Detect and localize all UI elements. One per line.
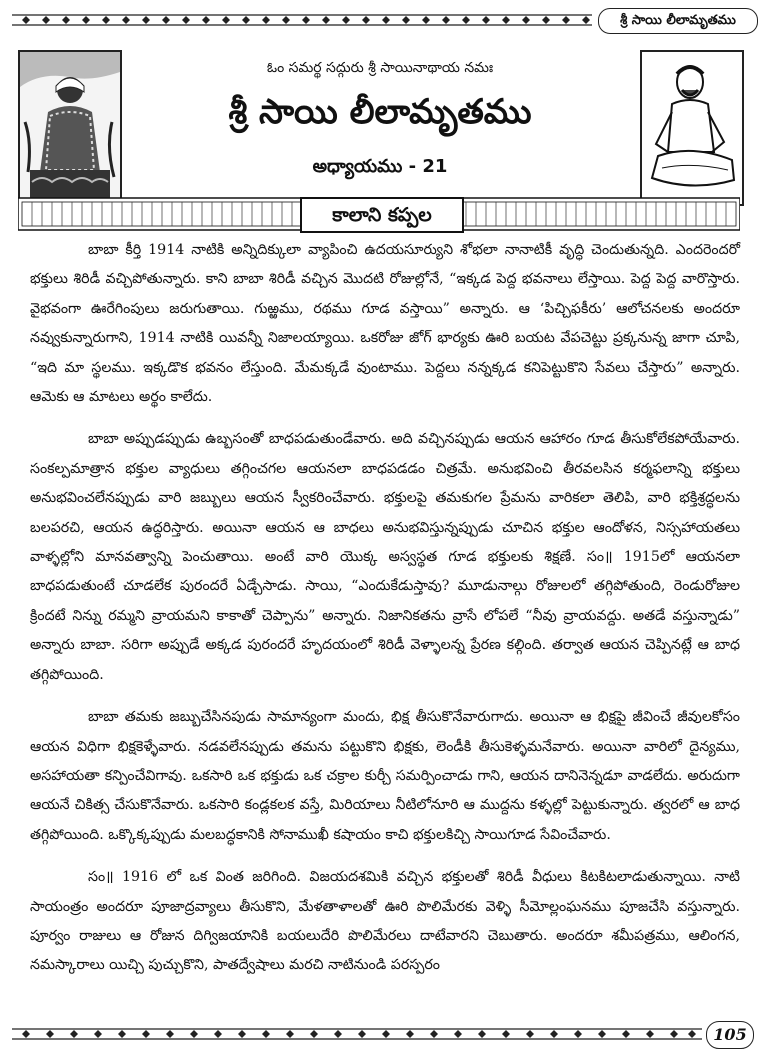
sai-baba-portrait-icon — [18, 50, 122, 206]
top-decorative-border — [12, 10, 592, 30]
running-title: శ్రీ సాయి లీలామృతము — [598, 8, 758, 34]
invocation-line: ఓం సమర్థ సద్గురు శ్రీ సాయినాథాయ నమః — [266, 60, 494, 76]
chapter-heading: కాలాని కప్పల — [300, 197, 464, 233]
paragraph-4: సం॥ 1916 లో ఒక వింత జరిగింది. విజయదశమికి వచ్చిన భక్తులతో శిరిడీ వీధులు కిటకిటలాడుతున్నాయి. నాటి సాయంత్రం అందరూ పూజాద్రవ్యాలు తీసుకొని, మేళతాళాలతో ఊరి పొలిమేరకు వెళ్ళి సీమోల్లంఘనము పూజచేసి వస్తున్నారు. పూర్వం రాజులు ఆ రోజున దిగ్విజయానికి బయలుదేరి పొలిమేరలు దాటేవారని చెబుతారు. అందరూ శమీపత్రము, ఆలింగన, నమస్కారాలు యిచ్చి పుచ్చుకొని, పాతద్వేషాలు మరచి నాటినుండి పరస్పరం — [30, 869, 740, 974]
page-number: 105 — [706, 1021, 754, 1049]
chapter-number: అధ్యాయము - 21 — [312, 156, 448, 177]
bottom-decorative-border — [12, 1022, 702, 1046]
paragraph-2: బాబా అప్పుడప్పుడు ఉబ్బసంతో బాధపడుతుండేవారు. అది వచ్చినప్పుడు ఆయన ఆహారం గూడ తీసుకోలేకపోయేవారు. సంకల్పమాత్రాన భక్తుల వ్యాధులు తగ్గించగల ఆయనలా బాధపడడం చిత్రమే. అనుభవించి తీరవలసిన కర్మఫలాన్ని భక్తులు అనుభవించలేనప్పుడు వారి జబ్బులు ఆయన స్వీకరించేవారు. భక్తులపై తమకుగల ప్రేమను వారికలా తెలిపి, వారి భక్తిశ్రద్ధలను బలపరచి, ఆయన ఉద్ధరిస్తారు. అయినా ఆయన ఆ బాధలు అనుభవిస్తున్నప్పుడు చూచిన భక్తుల ఆందోళన, నిస్సహాయతలు వాళ్ళల్లోని మానవత్వాన్ని పెంచుతాయి. అంటే వారి యొక్క అస్వస్థత గూడ భక్తులకు శిక్షణే. సం॥ 1915లో ఆయనలా బాధపడుతుంటే చూడలేక పురందరే ఏడ్చేసాడు. సాయి, “ఎందుకేడుస్తావు? మూడునాల్గు రోజులలో తగ్గిపోతుంది, రెండురోజుల క్రిందటే నిన్ను రమ్మని వ్రాయమని కాకాతో చెప్పాను” అన్నారు. నిజానికతను వ్రాసే లోపలే “నీవు వ్రాయవద్దు. అతడే వస్తున్నాడు” అన్నారు బాబా. సరిగా అప్పుడే అక్కడ పురందరే హృదయంలో శిరిడీ వెళ్ళాలన్న ప్రేరణ కల్గింది. తర్వాత ఆయన చెప్పినట్లే ఆ బాధ తగ్గిపోయింది. — [30, 431, 740, 683]
seated-author-portrait-icon — [640, 50, 744, 206]
chapter-body — [30, 236, 740, 994]
page-title: శ్రీ సాయి లీలామృతము — [228, 92, 532, 132]
paragraph-3: బాబా తమకు జబ్బుచేసినపుడు సామాన్యంగా మందు, భిక్ష తీసుకొనేవారుగాదు. అయినా ఆ భిక్షపై జీవించే జీవులకోసం ఆయన విధిగా భిక్షకెళ్ళేవారు. నడవలేనప్పుడు తమను పట్టుకొని భిక్షకు, లెండీకి తీసుకెళ్ళమనేవారు. అయినా వారిలో దైన్యము, అసహాయతా కన్పించేవిగావు. ఒకసారి ఒక భక్తుడు ఒక చక్రాల కుర్చీ సమర్పించాడు గాని, ఆయన దానినెన్నడూ వాడలేదు. అరుదుగా ఆయనే చికిత్స చేసుకొనేవారు. ఒకసారి కండ్లకలక వస్తే, మిరియాలు నీటిలోనూరి ఆ ముద్దను కళ్ళల్లో పెట్టుకున్నారు. త్వరలో ఆ బాధ తగ్గిపోయింది. ఒక్కొక్కప్పుడు మలబద్ధకానికి సోనాముఖీ కషాయం కాచి భక్తులకిచ్చి సాయిగూడ సేవించేవారు. — [30, 709, 740, 843]
paragraph-1: బాబా కీర్తి 1914 నాటికి అన్నిదిక్కులా వ్యాపించి ఉదయసూర్యుని శోభలా నానాటికీ వృద్ధి చెందుతున్నది. ఎందరెందరో భక్తులు శిరిడీ వచ్చిపోతున్నారు. కాని బాబా శిరిడీ వచ్చిన మొదటి రోజుల్లోనే, “ఇక్కడ పెద్ద భవనాలు లేస్తాయి. పెద్ద పెద్ద వారొస్తారు. వైభవంగా ఊరేగింపులు జరుగుతాయి. గుఱ్ఱము, రథము గూడ వస్తాయి” అన్నారు. ఆ ‘పిచ్చిఫకీరు’ ఆలోచనలకు అందరూ నవ్వుకున్నారుగాని, 1914 నాటికి యివన్నీ నిజాలయ్యాయి. ఒకరోజు జోగ్ భార్యకు ఊరి బయట వేపచెట్టు ప్రక్కనున్న జాగా చూపి, “ఇది మా స్థలము. ఇక్కడొక భవనం లేస్తుంది. మేమక్కడే వుంటాము. పెద్దలు నన్నక్కడ కనిపెట్టుకొని సేవలు చేస్తారు” అన్నారు. ఆమెకు ఆ మాటలు అర్థం కాలేదు. — [30, 242, 740, 406]
